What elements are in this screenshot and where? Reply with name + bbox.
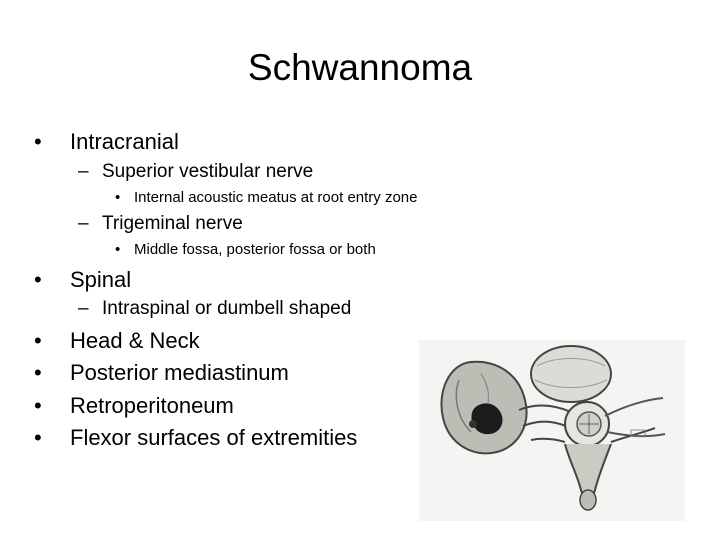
bullet-text: Retroperitoneum [70, 393, 234, 418]
bullet-text: Superior vestibular nerve [102, 161, 314, 182]
spinal-schwannoma-illustration [419, 340, 685, 521]
bullet-marker: – [78, 213, 89, 234]
bullet-marker: • [34, 267, 42, 292]
bullet-marker: • [34, 360, 42, 385]
bullet-marker: • [34, 425, 42, 450]
bullet-marker: – [78, 298, 89, 319]
vertebra-diagram-icon [419, 340, 685, 521]
bullet-text: Trigeminal nerve [102, 213, 243, 234]
bullet-marker: • [115, 241, 121, 258]
bullet-text: Intracranial [70, 129, 179, 154]
bullet-marker: • [115, 189, 121, 206]
slide-title: Schwannoma [247, 47, 473, 88]
bullet-marker: • [34, 393, 42, 418]
bullet-text: Middle fossa, posterior fossa or both [134, 241, 376, 258]
bullet-text: Flexor surfaces of extremities [70, 425, 358, 450]
bullet-text: Intraspinal or dumbell shaped [102, 298, 352, 319]
bullet-text: Spinal [70, 267, 132, 292]
bullet-text: Head & Neck [70, 328, 200, 353]
bullet-text: Internal acoustic meatus at root entry zone [134, 189, 418, 206]
bullet-marker: • [34, 328, 42, 353]
bullet-intracranial [34, 128, 42, 156]
bullet-marker: • [34, 129, 42, 154]
bullet-marker: – [78, 161, 89, 182]
bullet-text: Posterior mediastinum [70, 360, 289, 385]
